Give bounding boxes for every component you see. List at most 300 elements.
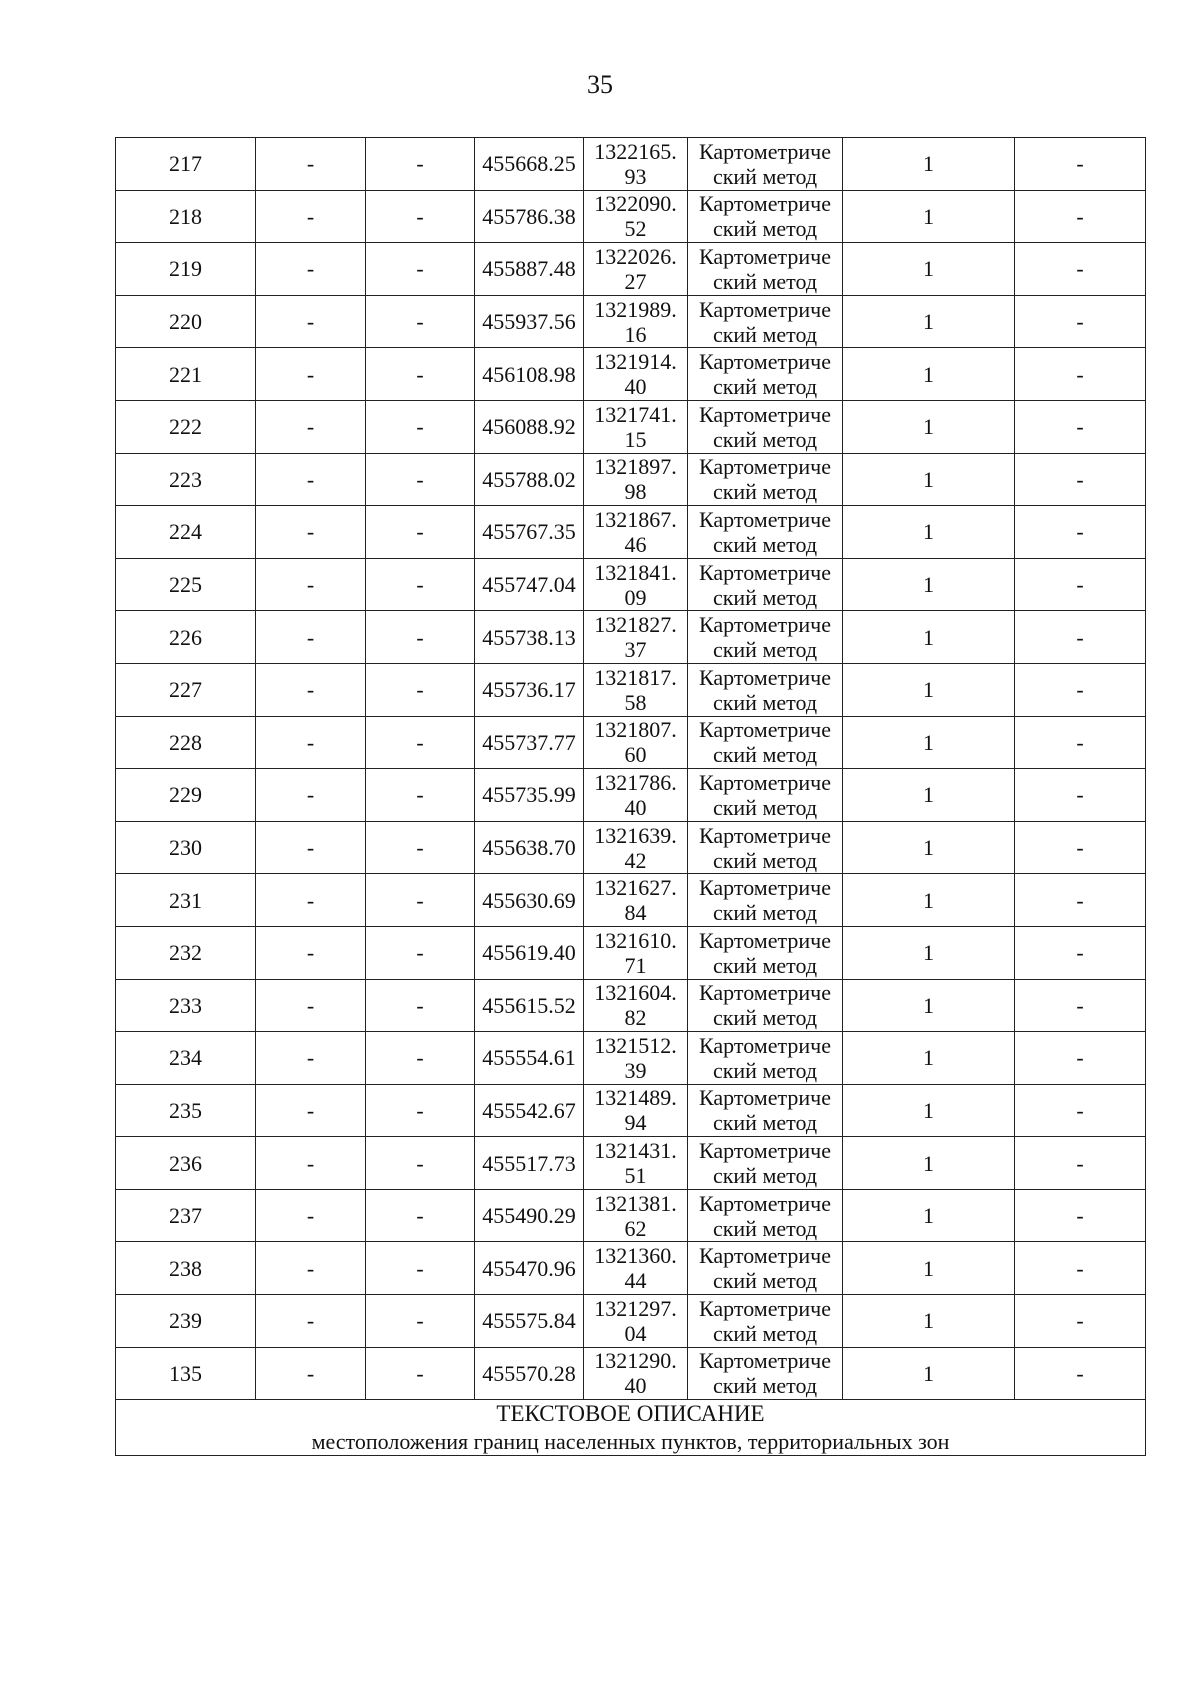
y-coordinate-line: 1321786. [594, 769, 677, 795]
method-line: Картометриче [699, 822, 831, 848]
point-number-cell: 232 [116, 926, 256, 979]
point-number-cell: 219 [116, 243, 256, 296]
empty-value-cell: - [256, 979, 366, 1032]
description-cell: - [1015, 190, 1146, 243]
y-coordinate-cell [584, 611, 688, 664]
y-coordinate-line: 39 [624, 1057, 647, 1083]
point-number-cell: 218 [116, 190, 256, 243]
method-cell [688, 1189, 843, 1242]
method-cell [688, 1137, 843, 1190]
section-subtitle: местоположения границ населенных пунктов, территориальных зон [311, 1429, 950, 1455]
method-line: ский метод [712, 584, 818, 610]
x-coordinate-cell: 455490.29 [475, 1189, 584, 1242]
y-coordinate-line: 1321827. [594, 612, 677, 638]
method-line: Картометриче [699, 454, 831, 480]
table-row [116, 243, 1146, 296]
x-coordinate-cell: 455638.70 [475, 821, 584, 874]
table-row [116, 295, 1146, 348]
x-coordinate-cell: 455786.38 [475, 190, 584, 243]
table-row [116, 926, 1146, 979]
description-cell: - [1015, 821, 1146, 874]
x-coordinate-cell: 456108.98 [475, 348, 584, 401]
table-row [116, 138, 1146, 191]
y-coordinate-line: 58 [624, 689, 647, 715]
empty-value-cell: - [366, 979, 475, 1032]
y-coordinate-cell [584, 769, 688, 822]
point-number-cell: 221 [116, 348, 256, 401]
method-cell [688, 190, 843, 243]
method-line: ский метод [712, 321, 818, 347]
table-row [116, 190, 1146, 243]
empty-value-cell: - [366, 138, 475, 191]
point-number-cell: 223 [116, 453, 256, 506]
method-cell [688, 663, 843, 716]
description-cell: - [1015, 1242, 1146, 1295]
y-coordinate-cell [584, 1189, 688, 1242]
point-number-cell: 217 [116, 138, 256, 191]
empty-value-cell: - [256, 926, 366, 979]
y-coordinate-cell [584, 1137, 688, 1190]
x-coordinate-cell: 455767.35 [475, 506, 584, 559]
x-coordinate-cell: 455619.40 [475, 926, 584, 979]
method-line: ский метод [712, 426, 818, 452]
x-coordinate-cell: 455554.61 [475, 1032, 584, 1085]
point-number-cell: 226 [116, 611, 256, 664]
point-number-cell: 233 [116, 979, 256, 1032]
method-cell [688, 769, 843, 822]
method-line: ский метод [712, 952, 818, 978]
description-cell: - [1015, 1295, 1146, 1348]
x-coordinate-cell: 455615.52 [475, 979, 584, 1032]
empty-value-cell: - [366, 1032, 475, 1085]
x-coordinate-cell: 455747.04 [475, 558, 584, 611]
empty-value-cell: - [256, 138, 366, 191]
section-title: ТЕКСТОВОЕ ОПИСАНИЕ [496, 1401, 765, 1427]
method-cell [688, 1084, 843, 1137]
method-cell [688, 874, 843, 927]
y-coordinate-cell [584, 400, 688, 453]
y-coordinate-line: 82 [624, 1005, 647, 1031]
empty-value-cell: - [256, 1347, 366, 1400]
method-cell [688, 243, 843, 296]
y-coordinate-line: 1321807. [594, 717, 677, 743]
method-line: Картометриче [699, 612, 831, 638]
x-coordinate-cell: 455735.99 [475, 769, 584, 822]
method-cell [688, 1242, 843, 1295]
method-line: ский метод [712, 1057, 818, 1083]
y-coordinate-cell [584, 1347, 688, 1400]
point-number-cell: 225 [116, 558, 256, 611]
y-coordinate-line: 1321989. [594, 296, 677, 322]
point-number-cell: 222 [116, 400, 256, 453]
y-coordinate-line: 71 [624, 952, 647, 978]
method-cell [688, 1032, 843, 1085]
method-line: Картометриче [699, 296, 831, 322]
method-line: Картометриче [699, 401, 831, 427]
empty-value-cell: - [366, 611, 475, 664]
empty-value-cell: - [256, 874, 366, 927]
method-line: ский метод [712, 216, 818, 242]
method-line: ский метод [712, 900, 818, 926]
accuracy-cell: 1 [843, 400, 1015, 453]
method-line: ский метод [712, 531, 818, 557]
method-cell [688, 400, 843, 453]
y-coordinate-cell [584, 558, 688, 611]
y-coordinate-line: 1321431. [594, 1138, 677, 1164]
y-coordinate-line: 1321627. [594, 875, 677, 901]
method-line: ский метод [712, 1005, 818, 1031]
table-row [116, 769, 1146, 822]
empty-value-cell: - [366, 190, 475, 243]
method-cell [688, 1295, 843, 1348]
description-cell: - [1015, 506, 1146, 559]
description-cell: - [1015, 663, 1146, 716]
empty-value-cell: - [256, 663, 366, 716]
empty-value-cell: - [366, 874, 475, 927]
empty-value-cell: - [256, 1242, 366, 1295]
method-line: ский метод [712, 794, 818, 820]
method-cell [688, 821, 843, 874]
y-coordinate-line: 1321741. [594, 401, 677, 427]
y-coordinate-cell [584, 979, 688, 1032]
y-coordinate-line: 40 [624, 1373, 647, 1399]
empty-value-cell: - [256, 1137, 366, 1190]
x-coordinate-cell: 455736.17 [475, 663, 584, 716]
method-line: ский метод [712, 1110, 818, 1136]
description-cell: - [1015, 611, 1146, 664]
method-cell [688, 453, 843, 506]
coordinates-table [115, 137, 1146, 1456]
accuracy-cell: 1 [843, 1189, 1015, 1242]
y-coordinate-line: 1321914. [594, 349, 677, 375]
method-line: ский метод [712, 1373, 818, 1399]
empty-value-cell: - [366, 1189, 475, 1242]
method-line: Картометриче [699, 506, 831, 532]
point-number-cell: 239 [116, 1295, 256, 1348]
y-coordinate-line: 1321297. [594, 1295, 677, 1321]
table-row [116, 1242, 1146, 1295]
description-cell: - [1015, 1084, 1146, 1137]
table-row [116, 1137, 1146, 1190]
x-coordinate-cell: 455570.28 [475, 1347, 584, 1400]
description-cell: - [1015, 1137, 1146, 1190]
empty-value-cell: - [366, 926, 475, 979]
y-coordinate-cell [584, 1032, 688, 1085]
description-cell: - [1015, 138, 1146, 191]
method-line: Картометриче [699, 1190, 831, 1216]
table-row [116, 1084, 1146, 1137]
method-cell [688, 295, 843, 348]
method-line: ский метод [712, 268, 818, 294]
table-row [116, 1295, 1146, 1348]
point-number-cell: 231 [116, 874, 256, 927]
y-coordinate-line: 37 [624, 637, 647, 663]
x-coordinate-cell: 455517.73 [475, 1137, 584, 1190]
table-row [116, 506, 1146, 559]
empty-value-cell: - [256, 1189, 366, 1242]
accuracy-cell: 1 [843, 821, 1015, 874]
method-line: Картометриче [699, 980, 831, 1006]
method-line: ский метод [712, 1215, 818, 1241]
method-cell [688, 1347, 843, 1400]
method-line: Картометриче [699, 875, 831, 901]
empty-value-cell: - [256, 348, 366, 401]
method-line: Картометриче [699, 191, 831, 217]
y-coordinate-line: 1322090. [594, 191, 677, 217]
method-line: Картометриче [699, 1295, 831, 1321]
empty-value-cell: - [256, 769, 366, 822]
method-line: Картометриче [699, 1138, 831, 1164]
x-coordinate-cell: 455542.67 [475, 1084, 584, 1137]
point-number-cell: 237 [116, 1189, 256, 1242]
y-coordinate-cell [584, 926, 688, 979]
empty-value-cell: - [366, 506, 475, 559]
point-number-cell: 227 [116, 663, 256, 716]
y-coordinate-cell [584, 821, 688, 874]
description-cell: - [1015, 926, 1146, 979]
y-coordinate-cell [584, 138, 688, 191]
method-line: ский метод [712, 1163, 818, 1189]
footer-cell [116, 1400, 1146, 1456]
accuracy-cell: 1 [843, 1137, 1015, 1190]
y-coordinate-line: 1322026. [594, 243, 677, 269]
description-cell: - [1015, 979, 1146, 1032]
y-coordinate-line: 1322165. [594, 138, 677, 164]
y-coordinate-line: 1321489. [594, 1085, 677, 1111]
y-coordinate-line: 93 [624, 163, 647, 189]
description-cell: - [1015, 295, 1146, 348]
empty-value-cell: - [366, 769, 475, 822]
y-coordinate-cell [584, 1295, 688, 1348]
y-coordinate-line: 42 [624, 847, 647, 873]
point-number-cell: 229 [116, 769, 256, 822]
table-row [116, 716, 1146, 769]
accuracy-cell: 1 [843, 926, 1015, 979]
method-line: Картометриче [699, 138, 831, 164]
method-line: Картометриче [699, 717, 831, 743]
y-coordinate-line: 1321604. [594, 980, 677, 1006]
description-cell: - [1015, 400, 1146, 453]
accuracy-cell: 1 [843, 979, 1015, 1032]
empty-value-cell: - [256, 611, 366, 664]
empty-value-cell: - [256, 1032, 366, 1085]
table-body [116, 138, 1146, 1400]
accuracy-cell: 1 [843, 663, 1015, 716]
y-coordinate-line: 27 [624, 268, 647, 294]
method-cell [688, 348, 843, 401]
empty-value-cell: - [256, 506, 366, 559]
x-coordinate-cell: 455575.84 [475, 1295, 584, 1348]
empty-value-cell: - [366, 400, 475, 453]
empty-value-cell: - [256, 243, 366, 296]
method-line: ский метод [712, 374, 818, 400]
description-cell: - [1015, 348, 1146, 401]
y-coordinate-line: 40 [624, 794, 647, 820]
empty-value-cell: - [366, 295, 475, 348]
accuracy-cell: 1 [843, 1242, 1015, 1295]
y-coordinate-line: 16 [624, 321, 647, 347]
empty-value-cell: - [366, 821, 475, 874]
method-cell [688, 138, 843, 191]
method-cell [688, 558, 843, 611]
x-coordinate-cell: 455937.56 [475, 295, 584, 348]
accuracy-cell: 1 [843, 769, 1015, 822]
point-number-cell: 228 [116, 716, 256, 769]
accuracy-cell: 1 [843, 190, 1015, 243]
y-coordinate-line: 98 [624, 479, 647, 505]
method-line: ский метод [712, 637, 818, 663]
y-coordinate-line: 1321897. [594, 454, 677, 480]
method-line: ский метод [712, 163, 818, 189]
empty-value-cell: - [366, 453, 475, 506]
empty-value-cell: - [256, 716, 366, 769]
y-coordinate-cell [584, 348, 688, 401]
y-coordinate-line: 60 [624, 742, 647, 768]
y-coordinate-line: 15 [624, 426, 647, 452]
y-coordinate-line: 09 [624, 584, 647, 610]
y-coordinate-cell [584, 663, 688, 716]
y-coordinate-line: 1321817. [594, 664, 677, 690]
empty-value-cell: - [366, 663, 475, 716]
empty-value-cell: - [366, 1084, 475, 1137]
x-coordinate-cell: 455887.48 [475, 243, 584, 296]
accuracy-cell: 1 [843, 453, 1015, 506]
table-row [116, 1032, 1146, 1085]
x-coordinate-cell: 455737.77 [475, 716, 584, 769]
table-row [116, 663, 1146, 716]
accuracy-cell: 1 [843, 1032, 1015, 1085]
accuracy-cell: 1 [843, 138, 1015, 191]
accuracy-cell: 1 [843, 1347, 1015, 1400]
accuracy-cell: 1 [843, 611, 1015, 664]
method-line: Картометриче [699, 927, 831, 953]
empty-value-cell: - [366, 558, 475, 611]
accuracy-cell: 1 [843, 558, 1015, 611]
accuracy-cell: 1 [843, 348, 1015, 401]
method-cell [688, 506, 843, 559]
page-number: 35 [587, 70, 613, 99]
table-row [116, 821, 1146, 874]
method-line: Картометриче [699, 1085, 831, 1111]
empty-value-cell: - [366, 348, 475, 401]
method-line: ский метод [712, 1320, 818, 1346]
accuracy-cell: 1 [843, 1295, 1015, 1348]
footer-row [116, 1400, 1146, 1456]
empty-value-cell: - [256, 558, 366, 611]
empty-value-cell: - [366, 1295, 475, 1348]
description-cell: - [1015, 874, 1146, 927]
table-row [116, 1347, 1146, 1400]
point-number-cell: 235 [116, 1084, 256, 1137]
empty-value-cell: - [256, 1295, 366, 1348]
point-number-cell: 230 [116, 821, 256, 874]
method-line: Картометриче [699, 769, 831, 795]
description-cell: - [1015, 1032, 1146, 1085]
y-coordinate-cell [584, 874, 688, 927]
description-cell: - [1015, 1347, 1146, 1400]
y-coordinate-line: 1321360. [594, 1243, 677, 1269]
empty-value-cell: - [256, 453, 366, 506]
table-row [116, 400, 1146, 453]
y-coordinate-line: 52 [624, 216, 647, 242]
point-number-cell: 135 [116, 1347, 256, 1400]
y-coordinate-cell [584, 190, 688, 243]
method-line: ский метод [712, 689, 818, 715]
empty-value-cell: - [256, 295, 366, 348]
y-coordinate-line: 44 [624, 1268, 647, 1294]
description-cell: - [1015, 243, 1146, 296]
y-coordinate-cell [584, 243, 688, 296]
table-row [116, 453, 1146, 506]
empty-value-cell: - [256, 190, 366, 243]
y-coordinate-line: 1321867. [594, 506, 677, 532]
point-number-cell: 224 [116, 506, 256, 559]
y-coordinate-cell [584, 1242, 688, 1295]
empty-value-cell: - [256, 400, 366, 453]
accuracy-cell: 1 [843, 1084, 1015, 1137]
method-line: Картометриче [699, 559, 831, 585]
table-row [116, 348, 1146, 401]
accuracy-cell: 1 [843, 506, 1015, 559]
y-coordinate-line: 62 [624, 1215, 647, 1241]
y-coordinate-line: 51 [624, 1163, 647, 1189]
y-coordinate-cell [584, 716, 688, 769]
y-coordinate-line: 1321841. [594, 559, 677, 585]
method-cell [688, 979, 843, 1032]
method-line: Картометриче [699, 1243, 831, 1269]
accuracy-cell: 1 [843, 243, 1015, 296]
method-line: ский метод [712, 479, 818, 505]
point-number-cell: 238 [116, 1242, 256, 1295]
x-coordinate-cell: 455738.13 [475, 611, 584, 664]
y-coordinate-line: 04 [624, 1320, 647, 1346]
y-coordinate-line: 1321381. [594, 1190, 677, 1216]
point-number-cell: 234 [116, 1032, 256, 1085]
method-line: ский метод [712, 1268, 818, 1294]
y-coordinate-cell [584, 1084, 688, 1137]
table-row [116, 611, 1146, 664]
table-row [116, 1189, 1146, 1242]
table-row [116, 874, 1146, 927]
y-coordinate-line: 84 [624, 900, 647, 926]
x-coordinate-cell: 455470.96 [475, 1242, 584, 1295]
x-coordinate-cell: 455788.02 [475, 453, 584, 506]
accuracy-cell: 1 [843, 874, 1015, 927]
empty-value-cell: - [366, 1347, 475, 1400]
x-coordinate-cell: 455630.69 [475, 874, 584, 927]
empty-value-cell: - [366, 1137, 475, 1190]
empty-value-cell: - [256, 1084, 366, 1137]
method-cell [688, 926, 843, 979]
y-coordinate-line: 94 [624, 1110, 647, 1136]
accuracy-cell: 1 [843, 716, 1015, 769]
method-line: ский метод [712, 847, 818, 873]
y-coordinate-line: 1321512. [594, 1032, 677, 1058]
description-cell: - [1015, 716, 1146, 769]
y-coordinate-line: 1321290. [594, 1348, 677, 1374]
y-coordinate-cell [584, 295, 688, 348]
method-cell [688, 716, 843, 769]
method-line: Картометриче [699, 1348, 831, 1374]
empty-value-cell: - [256, 821, 366, 874]
point-number-cell: 236 [116, 1137, 256, 1190]
y-coordinate-line: 1321610. [594, 927, 677, 953]
empty-value-cell: - [366, 716, 475, 769]
method-line: ский метод [712, 742, 818, 768]
y-coordinate-line: 46 [624, 531, 647, 557]
table-row [116, 558, 1146, 611]
description-cell: - [1015, 1189, 1146, 1242]
